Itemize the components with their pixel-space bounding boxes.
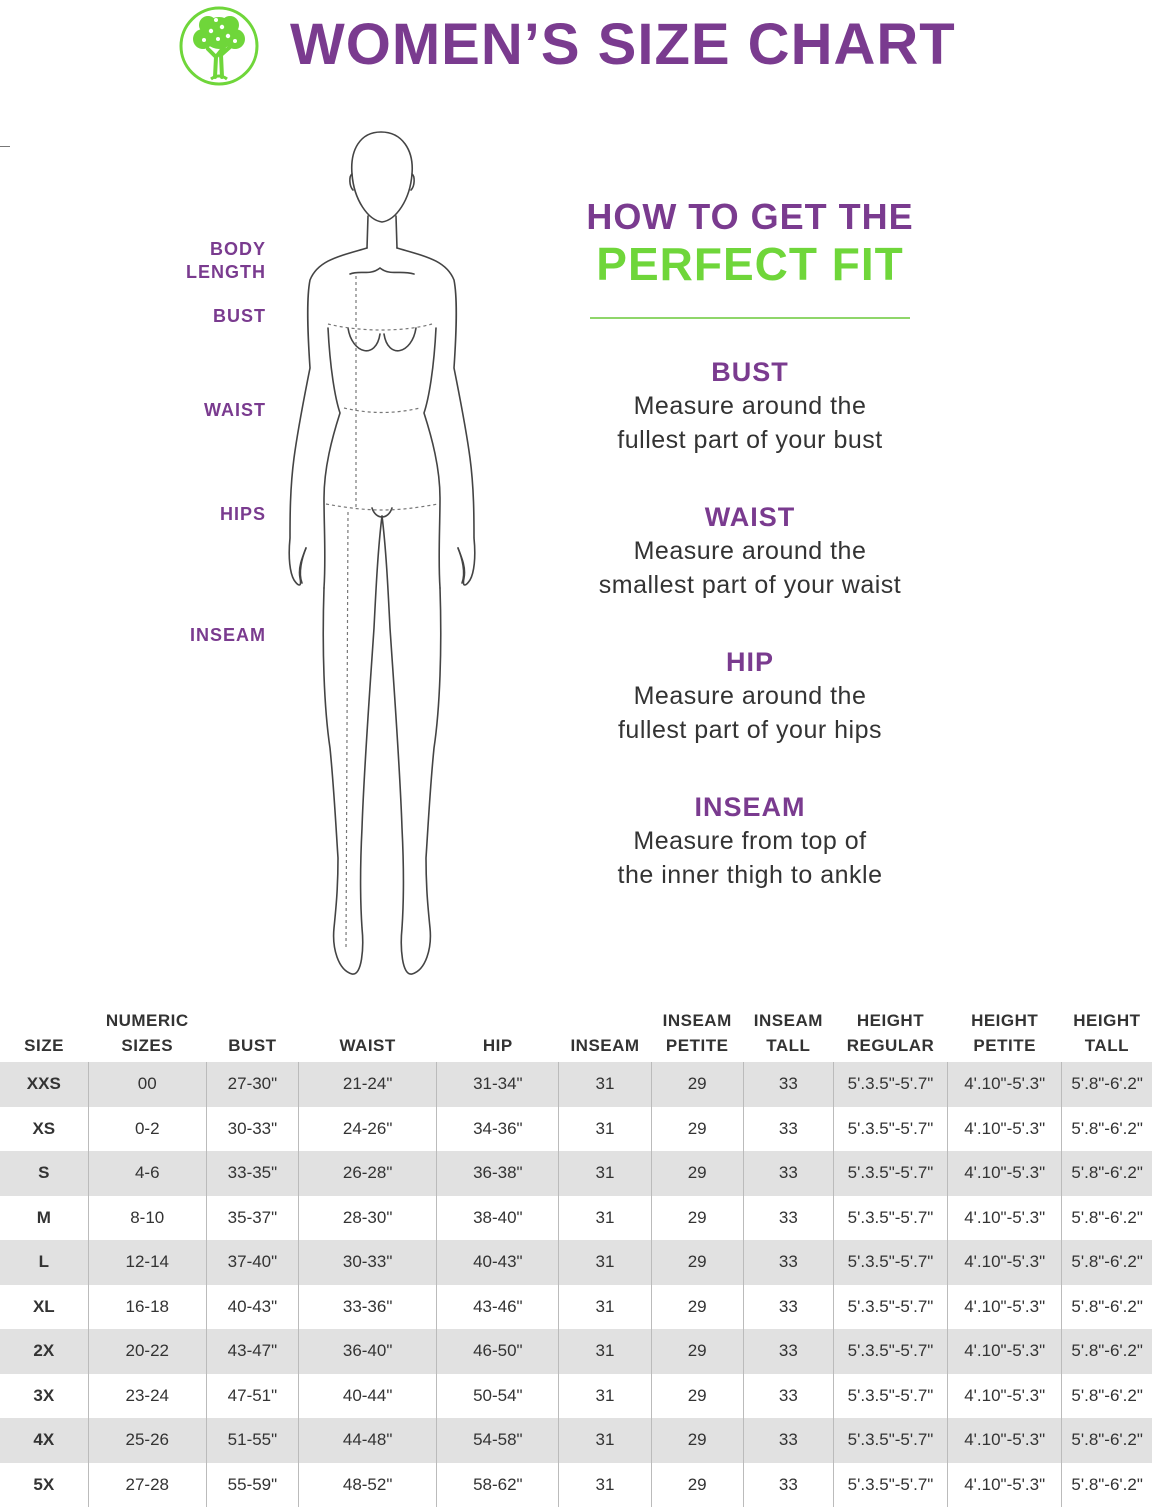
table-cell: 33 [743,1151,833,1196]
table-cell: 5'.8"-6'.2" [1062,1107,1152,1152]
column-header: SIZE [0,1006,88,1062]
table-header-row [0,1006,1152,1062]
table-cell: 27-30" [206,1062,298,1107]
table-cell: 33 [743,1418,833,1463]
column-header: INSEAM PETITE [651,1006,743,1062]
table-cell: 46-50" [437,1329,559,1374]
table-cell: 31 [559,1463,651,1507]
tip-waist [560,500,940,602]
table-cell: 5'.3.5"-5'.7" [833,1418,947,1463]
table-cell: 29 [651,1463,743,1507]
table-cell: 5'.8"-6'.2" [1062,1463,1152,1507]
table-cell: 4-6 [88,1151,206,1196]
table-cell: 4'.10"-5'.3" [948,1240,1062,1285]
size-cell: 5X [0,1463,88,1507]
table-cell: 8-10 [88,1196,206,1241]
table-cell: 33 [743,1463,833,1507]
table-cell: 28-30" [299,1196,437,1241]
table-cell: 5'.8"-6'.2" [1062,1196,1152,1241]
table-cell: 5'.3.5"-5'.7" [833,1374,947,1419]
table-cell: 29 [651,1374,743,1419]
table-cell: 5'.8"-6'.2" [1062,1151,1152,1196]
table-cell: 54-58" [437,1418,559,1463]
size-cell: L [0,1240,88,1285]
table-cell: 50-54" [437,1374,559,1419]
table-cell: 38-40" [437,1196,559,1241]
table-cell: 33 [743,1062,833,1107]
column-header: BUST [206,1006,298,1062]
page-title: WOMEN’S SIZE CHART [290,12,956,78]
table-cell: 33 [743,1196,833,1241]
table-cell: 29 [651,1285,743,1330]
tip-hip [560,645,940,747]
size-cell: 4X [0,1418,88,1463]
table-cell: 4'.10"-5'.3" [948,1374,1062,1419]
table-cell: 5'.8"-6'.2" [1062,1062,1152,1107]
table-cell: 31 [559,1418,651,1463]
table-cell: 5'.3.5"-5'.7" [833,1240,947,1285]
table-cell: 33 [743,1374,833,1419]
table-row [0,1062,1152,1107]
table-cell: 4'.10"-5'.3" [948,1196,1062,1241]
table-cell: 33-36" [299,1285,437,1330]
table-cell: 29 [651,1151,743,1196]
column-header: HEIGHT TALL [1062,1006,1152,1062]
size-cell: XXS [0,1062,88,1107]
table-row [0,1151,1152,1196]
tip-text: Measure around the fullest part of your bust [560,389,940,457]
tip-inseam [560,790,940,892]
table-cell: 5'.3.5"-5'.7" [833,1151,947,1196]
table-cell: 20-22 [88,1329,206,1374]
table-cell: 5'.8"-6'.2" [1062,1418,1152,1463]
size-cell: XS [0,1107,88,1152]
tip-text: Measure around the smallest part of your waist [560,534,940,602]
table-cell: 29 [651,1062,743,1107]
table-cell: 26-28" [299,1151,437,1196]
table-row [0,1285,1152,1330]
table-cell: 4'.10"-5'.3" [948,1285,1062,1330]
table-cell: 5'.3.5"-5'.7" [833,1107,947,1152]
table-cell: 31-34" [437,1062,559,1107]
divider [590,317,910,319]
table-cell: 12-14 [88,1240,206,1285]
table-row [0,1418,1152,1463]
table-cell: 27-28 [88,1463,206,1507]
table-cell: 24-26" [299,1107,437,1152]
table-cell: 29 [651,1418,743,1463]
table-cell: 30-33" [206,1107,298,1152]
body-figure-panel [0,120,560,990]
tip-text: Measure from top of the inner thigh to ankle [560,824,940,892]
table-cell: 31 [559,1329,651,1374]
column-header: HIP [437,1006,559,1062]
table-cell: 4'.10"-5'.3" [948,1062,1062,1107]
table-cell: 33-35" [206,1151,298,1196]
table-cell: 5'.3.5"-5'.7" [833,1329,947,1374]
table-cell: 31 [559,1196,651,1241]
size-cell: XL [0,1285,88,1330]
label-hips: HIPS [66,503,266,526]
table-cell: 23-24 [88,1374,206,1419]
table-cell: 5'.8"-6'.2" [1062,1374,1152,1419]
table-cell: 29 [651,1196,743,1241]
table-cell: 34-36" [437,1107,559,1152]
table-cell: 31 [559,1285,651,1330]
table-cell: 36-38" [437,1151,559,1196]
table-cell: 31 [559,1151,651,1196]
label-waist: WAIST [66,399,266,422]
size-cell: S [0,1151,88,1196]
table-cell: 43-47" [206,1329,298,1374]
table-cell: 21-24" [299,1062,437,1107]
table-cell: 29 [651,1107,743,1152]
table-row [0,1463,1152,1507]
tree-icon [178,5,260,87]
table-cell: 4'.10"-5'.3" [948,1463,1062,1507]
table-cell: 5'.8"-6'.2" [1062,1285,1152,1330]
tip-heading: INSEAM [560,790,940,824]
table-body [0,1062,1152,1507]
table-row [0,1329,1152,1374]
table-cell: 4'.10"-5'.3" [948,1151,1062,1196]
table-cell: 40-44" [299,1374,437,1419]
table-cell: 29 [651,1329,743,1374]
table-cell: 35-37" [206,1196,298,1241]
table-row [0,1107,1152,1152]
table-cell: 4'.10"-5'.3" [948,1329,1062,1374]
size-cell: 3X [0,1374,88,1419]
tip-text: Measure around the fullest part of your hips [560,679,940,747]
table-cell: 33 [743,1285,833,1330]
table-cell: 4'.10"-5'.3" [948,1107,1062,1152]
table-cell: 5'.8"-6'.2" [1062,1240,1152,1285]
table-cell: 31 [559,1107,651,1152]
table-cell: 25-26 [88,1418,206,1463]
table-cell: 48-52" [299,1463,437,1507]
table-cell: 00 [88,1062,206,1107]
size-table [0,1006,1152,1507]
table-cell: 36-40" [299,1329,437,1374]
label-body-length: BODY LENGTH [66,238,266,284]
column-header: WAIST [299,1006,437,1062]
table-row [0,1374,1152,1419]
table-cell: 5'.3.5"-5'.7" [833,1062,947,1107]
table-cell: 33 [743,1107,833,1152]
column-header: HEIGHT REGULAR [833,1006,947,1062]
fit-guide-panel [560,195,940,892]
table-cell: 40-43" [206,1285,298,1330]
table-cell: 47-51" [206,1374,298,1419]
table-cell: 44-48" [299,1418,437,1463]
fit-guide-title: HOW TO GET THE [560,195,940,239]
table-cell: 30-33" [299,1240,437,1285]
size-cell: M [0,1196,88,1241]
body-outline-illustration [280,128,480,988]
table-cell: 43-46" [437,1285,559,1330]
table-cell: 0-2 [88,1107,206,1152]
fit-guide-subtitle: PERFECT FIT [560,239,940,289]
column-header: HEIGHT PETITE [948,1006,1062,1062]
table-cell: 29 [651,1240,743,1285]
table-row [0,1196,1152,1241]
label-inseam: INSEAM [66,624,266,647]
label-bust: BUST [66,305,266,328]
table-cell: 16-18 [88,1285,206,1330]
tip-bust [560,355,940,457]
size-cell: 2X [0,1329,88,1374]
tip-heading: HIP [560,645,940,679]
table-cell: 5'.3.5"-5'.7" [833,1463,947,1507]
table-cell: 55-59" [206,1463,298,1507]
table-cell: 37-40" [206,1240,298,1285]
table-cell: 33 [743,1329,833,1374]
column-header: INSEAM [559,1006,651,1062]
column-header: INSEAM TALL [743,1006,833,1062]
table-cell: 31 [559,1374,651,1419]
header [0,0,1152,95]
table-cell: 31 [559,1062,651,1107]
table-cell: 40-43" [437,1240,559,1285]
table-cell: 5'.3.5"-5'.7" [833,1196,947,1241]
tip-heading: BUST [560,355,940,389]
table-cell: 4'.10"-5'.3" [948,1418,1062,1463]
table-cell: 5'.3.5"-5'.7" [833,1285,947,1330]
table-cell: 5'.8"-6'.2" [1062,1329,1152,1374]
table-row [0,1240,1152,1285]
table-cell: 33 [743,1240,833,1285]
table-cell: 51-55" [206,1418,298,1463]
table-cell: 58-62" [437,1463,559,1507]
column-header: NUMERIC SIZES [88,1006,206,1062]
tip-heading: WAIST [560,500,940,534]
table-cell: 31 [559,1240,651,1285]
